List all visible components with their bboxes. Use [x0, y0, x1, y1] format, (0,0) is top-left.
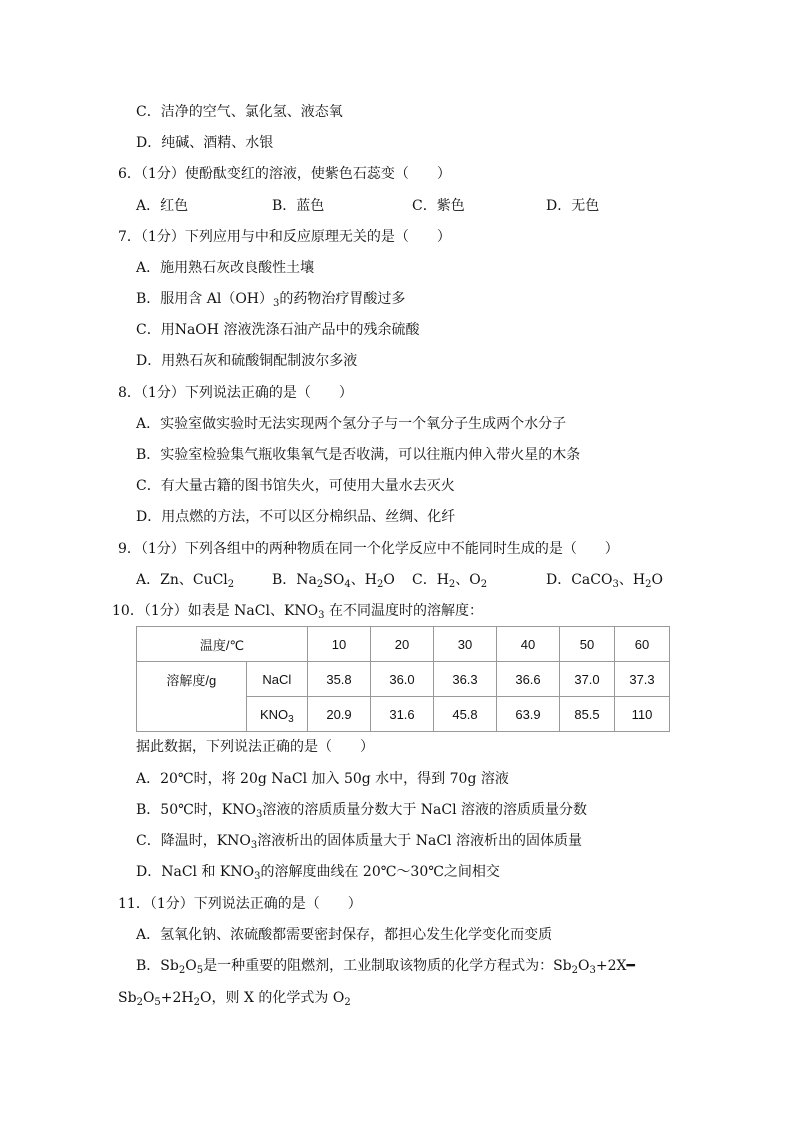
nacl-label-cell: NaCl	[246, 662, 307, 697]
q10-option-d: D．NaCl 和 $KNO_3$的溶解度曲线在 20℃～30℃之间相交	[136, 864, 500, 882]
q6-option-c: C．紫色	[412, 198, 465, 214]
kno3-value-cell: 20.9	[308, 697, 371, 732]
q9-option-c: C．$H_2$、$O_2$	[412, 572, 488, 590]
solubility-label-cell: 溶解度/g	[137, 662, 247, 732]
nacl-value-cell: 36.0	[371, 662, 434, 697]
nacl-value-cell: 36.3	[434, 662, 497, 697]
temp-cell: 50	[560, 627, 615, 662]
kno3-value-cell: 85.5	[560, 697, 615, 732]
q11-option-a: A．氢氧化钠、浓硫酸都需要密封保存，都担心发生化学变化而变质	[136, 927, 553, 943]
q7-option-c: C．用NaOH 溶液洗涤石油产品中的残余硫酸	[136, 322, 420, 338]
q11-stem: 11．（1分）下列说法正确的是（ ）	[118, 896, 362, 912]
temp-cell: 20	[371, 627, 434, 662]
temp-header-cell: 温度/℃	[137, 627, 308, 662]
kno3-value-cell: 110	[615, 697, 670, 732]
temp-cell: 60	[615, 627, 670, 662]
table-header-row	[137, 627, 670, 662]
solubility-table	[136, 626, 670, 732]
q9-option-d: D．CaCO$_3$、$H_2O$	[546, 572, 663, 590]
q5-option-c: C．洁净的空气、氯化氢、液态氧	[136, 104, 343, 120]
q7-option-b: B．服用含 $Al(OH)_3$的药物治疗胃酸过多	[136, 291, 406, 309]
q10-option-a: A．20℃时，将 20g NaCl 加入 50g 水中，得到 70g 溶液	[136, 771, 509, 787]
q7-option-a: A．施用熟石灰改良酸性土壤	[136, 260, 315, 276]
nacl-value-cell: 35.8	[308, 662, 371, 697]
q6-option-b: B．蓝色	[272, 198, 325, 214]
q10-option-c: C．降温时，$KNO_3$溶液析出的固体质量大于 NaCl 溶液析出的固体质量	[136, 833, 582, 851]
kno3-value-cell: 31.6	[371, 697, 434, 732]
temp-cell: 10	[308, 627, 371, 662]
q7-stem: 7．（1分）下列应用与中和反应原理无关的是（ ）	[118, 229, 451, 245]
q9-stem: 9．（1分）下列各组中的两种物质在同一个化学反应中不能同时生成的是（ ）	[118, 541, 619, 557]
nacl-value-cell: 37.0	[560, 662, 615, 697]
q6-option-a: A．红色	[136, 198, 189, 214]
q6-option-d: D．无色	[546, 198, 600, 214]
q8-option-b: B．实验室检验集气瓶收集氧气是否收满，可以往瓶内伸入带火星的木条	[136, 447, 581, 463]
q8-stem: 8．（1分）下列说法正确的是（ ）	[118, 385, 353, 401]
kno3-value-cell: 63.9	[497, 697, 560, 732]
q7-option-d: D．用熟石灰和硫酸铜配制波尔多液	[136, 353, 358, 369]
q8-option-d: D．用点燃的方法，不可以区分棉织品、丝绸、化纤	[136, 509, 456, 525]
table-row-nacl	[137, 662, 670, 697]
temp-cell: 40	[497, 627, 560, 662]
q11-option-b-line1: B．$Sb_2O_5$是一种重要的阻燃剂，工业制取该物质的化学方程式为：$Sb_2O_3+2X━$	[136, 958, 635, 976]
q9-option-b: B．$Na_2SO_4$、$H_2O$	[272, 572, 395, 590]
q10-lead: 据此数据，下列说法正确的是（ ）	[136, 739, 374, 755]
q11-option-b-line2: $Sb_2O_5+2H_2O$，则 X 的化学式为 $O_2$	[118, 990, 351, 1008]
temp-cell: 30	[434, 627, 497, 662]
q9-option-a: A．Zn、CuCl$_2$	[136, 572, 235, 590]
q6-stem: 6．（1分）使酚酞变红的溶液，使紫色石蕊变（ ）	[118, 166, 451, 182]
q10-option-b: B．50℃时，$KNO_3$溶液的溶质质量分数大于 NaCl 溶液的溶质质量分数	[136, 802, 588, 820]
q8-option-a: A．实验室做实验时无法实现两个氢分子与一个氧分子生成两个水分子	[136, 416, 567, 432]
kno3-label-cell: $KNO_3$	[246, 697, 307, 732]
q10-stem: 10．（1分）如表是 NaCl、$KNO_3$ 在不同温度时的溶解度：	[112, 603, 483, 621]
nacl-value-cell: 37.3	[615, 662, 670, 697]
kno3-value-cell: 45.8	[434, 697, 497, 732]
nacl-value-cell: 36.6	[497, 662, 560, 697]
q5-option-d: D．纯碱、酒精、水银	[136, 135, 274, 151]
q8-option-c: C．有大量古籍的图书馆失火，可使用大量水去灭火	[136, 478, 455, 494]
